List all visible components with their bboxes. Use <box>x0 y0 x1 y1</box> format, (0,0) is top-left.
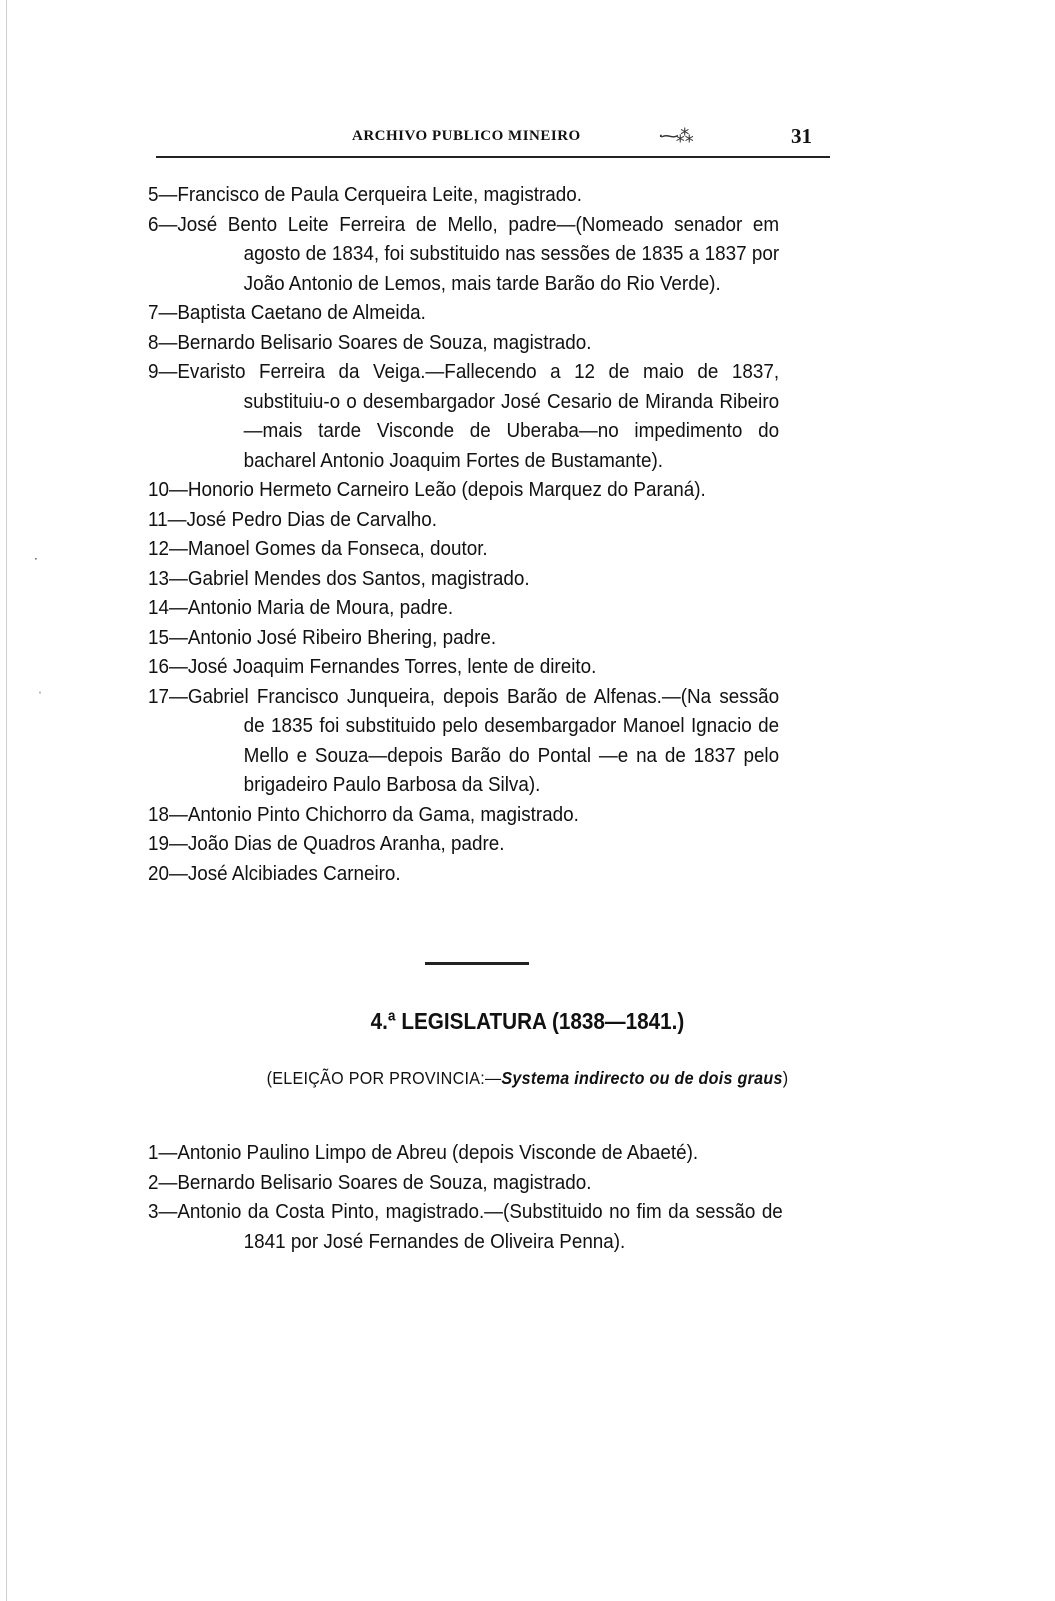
election-subtitle <box>42 1068 1013 1089</box>
list-item: 13—Gabriel Mendes dos Santos, magistrado. <box>148 566 530 590</box>
page-header <box>156 118 830 162</box>
list-item: 1—Antonio Paulino Limpo de Abreu (depois Visconde de Abaeté). <box>148 1141 699 1164</box>
list-item: 12—Manoel Gomes da Fonseca, doutor. <box>148 537 488 560</box>
margin-speck-icon: ⋅ <box>34 552 38 566</box>
list-item: 14—Antonio Maria de Moura, padre. <box>148 596 454 619</box>
list-item: 17—Gabriel Francisco Junqueira, depois Barão de Alfenas.—(Na sessão de 1835 foi substituido pelo desembargador Manoel Ignacio de Mello e Souza—depois Barão do Pontal —e na de 1837 pelo brigadeiro Paulo Barbosa da Silva). <box>148 684 780 796</box>
list-item: 19—João Dias de Quadros Aranha, padre. <box>148 832 505 855</box>
list-item: 7—Baptista Caetano de Almeida. <box>148 301 426 324</box>
list-item: 2—Bernardo Belisario Soares de Souza, magistrado. <box>148 1170 592 1194</box>
section-title: 4.ª LEGISLATURA (1838—1841.) <box>370 1008 685 1034</box>
section-divider <box>425 962 529 965</box>
list-item: 9—Evaristo Ferreira da Veiga.—Fallecendo a 12 de maio de 1837, substituiu-o o desembargador José Cesario de Miranda Ribeiro—mais tarde Visconde de Uberaba—no impedimento do bacharel Antonio Joaquim Fortes de Bustamante). <box>148 360 780 472</box>
list-item: 8—Bernardo Belisario Soares de Souza, magistrado. <box>148 330 592 354</box>
list-item: 5—Francisco de Paula Cerqueira Leite, magistrado. <box>148 183 583 206</box>
list-item: 6—José Bento Leite Ferreira de Mello, padre—(Nomeado senador em agosto de 1834, foi substituido nas sessões de 1835 a 1837 por João Antonio de Lemos, mais tarde Barão do Rio Verde). <box>148 212 780 295</box>
entries-list-1 <box>148 180 779 888</box>
list-item: 20—José Alcibiades Carneiro. <box>148 861 401 885</box>
ornament-icon: ·⁓⁂ <box>658 126 691 147</box>
list-item: 11—José Pedro Dias de Carvalho. <box>148 507 437 531</box>
header-rule <box>156 156 830 158</box>
entries-list-2 <box>148 1138 783 1256</box>
list-item: 16—José Joaquim Fernandes Torres, lente de direito. <box>148 655 597 678</box>
election-suffix: ) <box>782 1068 789 1088</box>
list-item: 10—Honorio Hermeto Carneiro Leão (depois Marquez do Paraná). <box>148 478 706 501</box>
election-system: Systema indirecto ou de dois graus <box>501 1068 783 1088</box>
list-item: 15—Antonio José Ribeiro Bhering, padre. <box>148 625 497 649</box>
list-item: 3—Antonio da Costa Pinto, magistrado.—(Substituido no fim da sessão de 1841 por José Fernandes de Oliveira Penna). <box>148 1200 783 1253</box>
page-number: 31 <box>791 124 812 148</box>
margin-speck-icon: ˌ <box>38 680 42 694</box>
running-title: ARCHIVO PUBLICO MINEIRO <box>352 128 581 144</box>
page-edge-line <box>6 0 7 1601</box>
election-prefix: (ELEIÇÃO POR PROVINCIA:— <box>266 1068 502 1088</box>
list-item: 18—Antonio Pinto Chichorro da Gama, magistrado. <box>148 802 579 826</box>
